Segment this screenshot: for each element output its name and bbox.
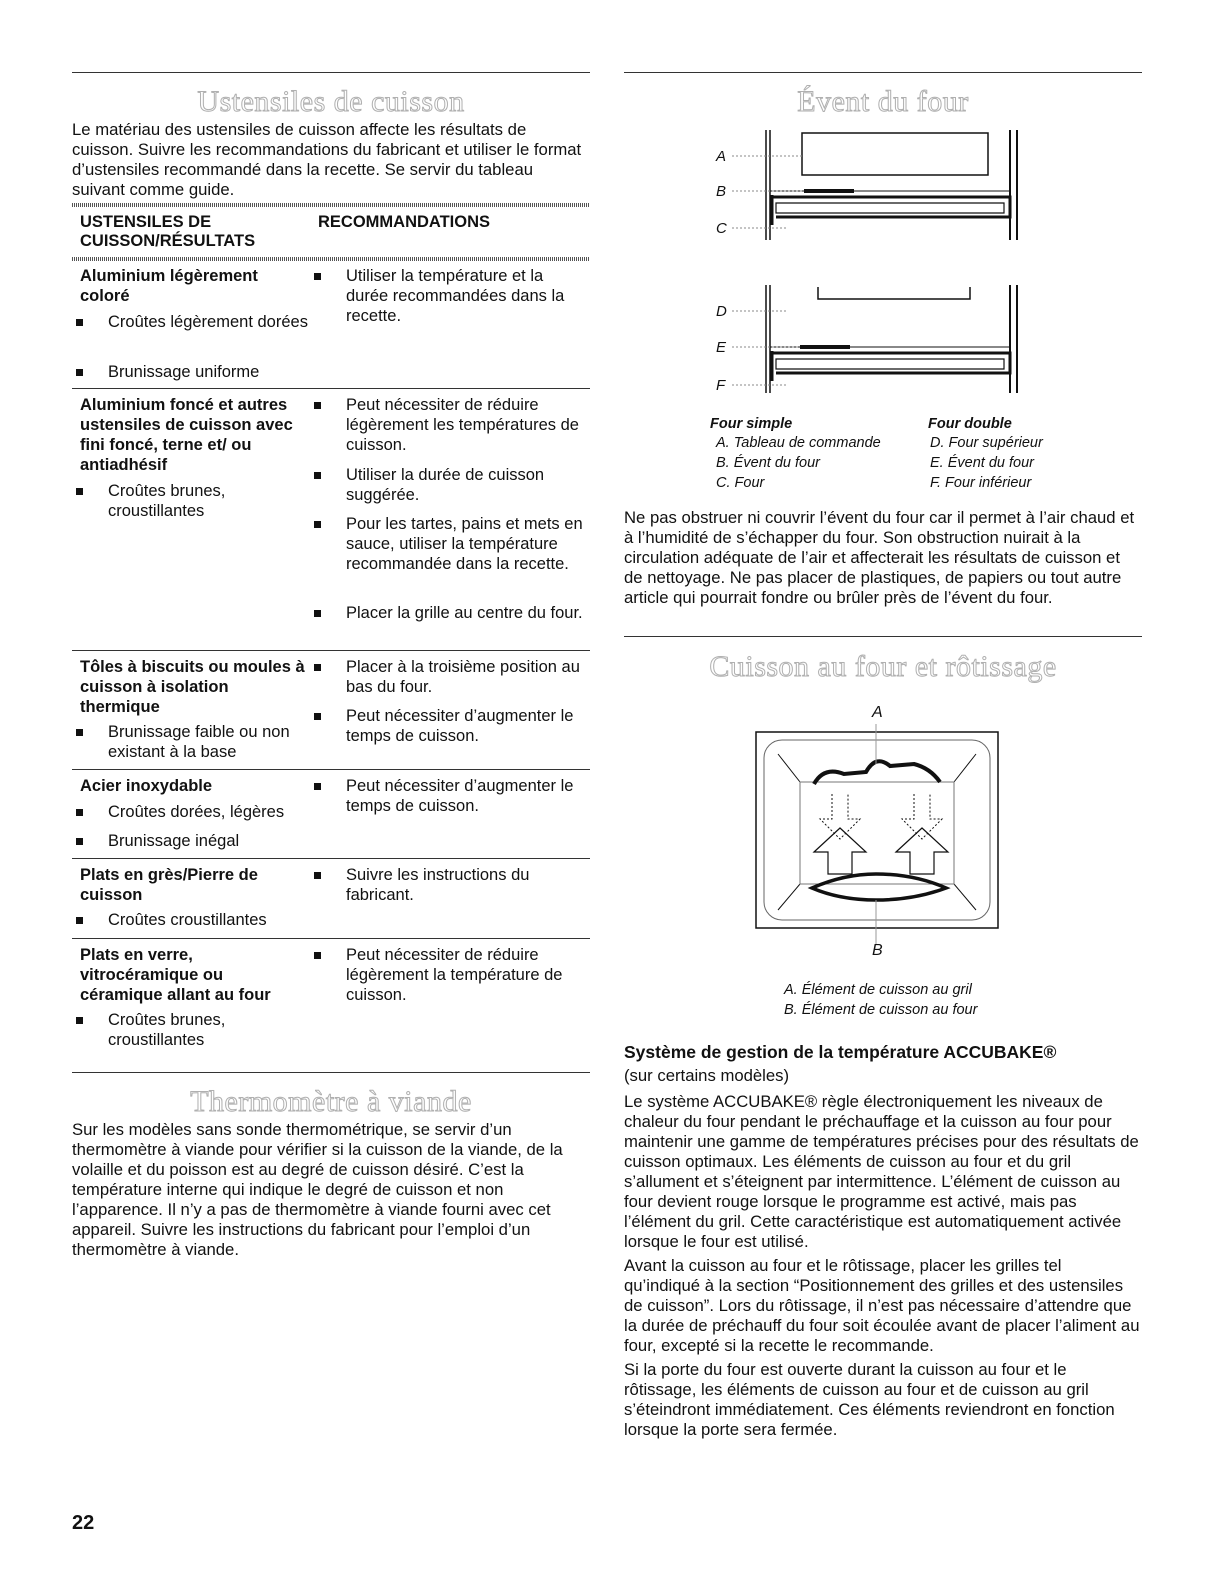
vent-heading: Évent du four — [797, 85, 969, 118]
row-title: Aluminium légèrement coloré — [80, 267, 258, 305]
section-rule — [624, 72, 1142, 73]
caption-single-a: A. Tableau de commande — [716, 435, 881, 451]
rec-item: Peut nécessiter de réduire légèrement les températures de cuisson. — [310, 395, 586, 455]
row-title: Tôles à biscuits ou moules à cuisson à isolation thermique — [80, 658, 305, 716]
cookware-intro: Le matériau des ustensiles de cuisson affecte les résultats de cuisson. Suivre les recommandations du fabricant et utiliser le format d’ustensiles recommandé dans la recette. Se servir du tableau suivant comme guide. — [72, 120, 582, 199]
rec-item: Placer la grille au centre du four. — [310, 603, 586, 623]
accubake-paragraph: Si la porte du four est ouverte durant la cuisson au four et le rôtissage, les éléments de cuisson au four et de cuisson au gril s’éteindront immédiatement. Ces éléments reviendront en fonction lorsque la porte sera fermée. — [624, 1360, 1115, 1439]
section-rule — [72, 72, 590, 73]
oven-vent-diagram — [704, 125, 1034, 400]
row-title: Plats en verre, vitrocéramique ou céramique allant au four — [80, 946, 271, 1004]
cookware-heading: Ustensiles de cuisson — [197, 85, 465, 118]
caption-double-e: E. Évent du four — [930, 455, 1034, 471]
row-title: Aluminium foncé et autres ustensiles de cuisson avec fini foncé, terne et/ ou antiadhésif — [80, 396, 293, 474]
caption-single-title: Four simple — [710, 416, 793, 432]
accubake-title: Système de gestion de la température ACCUBAKE® — [624, 1042, 1057, 1062]
result-item: Croûtes brunes, croustillantes — [72, 1010, 298, 1050]
bake-label-a: A — [872, 704, 883, 721]
caption-double-title: Four double — [928, 416, 1012, 432]
row-divider — [72, 650, 590, 651]
caption-element-a: A. Élément de cuisson au gril — [784, 982, 972, 998]
caption-single-b: B. Évent du four — [716, 455, 820, 471]
rec-item: Peut nécessiter d’augmenter le temps de cuisson. — [310, 706, 586, 746]
vent-body: Ne pas obstruer ni couvrir l’évent du four car il permet à l’air chaud et à l’humidité de s’échapper du four. Son obstruction nuirait à la circulation adéquate de l’air et affecterait les résultats de cuisson et de nettoyage. Ne pas placer de plastiques, de papiers ou tout autre article qui pourrait fondre ou brûler près de l’évent du four. — [624, 508, 1135, 607]
row-divider — [72, 388, 590, 389]
rec-item: Placer à la troisième position au bas du four. — [310, 657, 586, 697]
rec-item: Pour les tartes, pains et mets en sauce, utiliser la température recommandée dans la recette. — [310, 514, 586, 574]
result-item: Brunissage uniforme — [72, 362, 328, 382]
rec-item: Utiliser la durée de cuisson suggérée. — [310, 465, 586, 505]
row-divider — [72, 938, 590, 939]
result-item: Brunissage faible ou non existant à la base — [72, 722, 308, 762]
table-top-dots — [72, 203, 590, 207]
result-item: Croûtes légèrement dorées — [72, 312, 308, 332]
label-f: F — [716, 377, 726, 394]
label-c: C — [716, 220, 727, 237]
section-rule — [624, 636, 1142, 637]
col2-header: RECOMMANDATIONS — [318, 213, 491, 231]
rec-item: Suivre les instructions du fabricant. — [310, 865, 586, 905]
accubake-sub: (sur certains modèles) — [624, 1066, 790, 1085]
label-d: D — [716, 303, 727, 320]
page-number: 22 — [72, 1512, 95, 1534]
rec-item: Utiliser la température et la durée recommandées dans la recette. — [310, 266, 576, 326]
caption-single-c: C. Four — [716, 475, 765, 491]
col1-header: USTENSILES DE CUISSON/RÉSULTATS — [80, 213, 256, 250]
bake-label-b: B — [872, 942, 883, 959]
thermometer-heading: Thermomètre à viande — [190, 1085, 472, 1118]
result-item: Croûtes croustillantes — [72, 910, 338, 930]
caption-element-b: B. Élément de cuisson au four — [784, 1002, 978, 1018]
row-divider — [72, 769, 590, 770]
label-a: A — [716, 148, 727, 165]
rec-item: Peut nécessiter de réduire légèrement la température de cuisson. — [310, 945, 586, 1005]
label-e: E — [716, 339, 727, 356]
table-header-dots — [72, 257, 590, 261]
thermometer-body: Sur les modèles sans sonde thermométrique, se servir d’un thermomètre à viande pour vérifier si la cuisson de la viande, de la volaille et du poisson est au degré de cuisson désiré. C’est la température interne qui indique le degré de cuisson et non l’apparence. Il n’y a pas de thermomètre à viande fourni avec cet appareil. Suivre les instructions du fabricant pour l’emploi d’un thermomètre à viande. — [72, 1120, 563, 1259]
caption-double-f: F. Four inférieur — [930, 475, 1032, 491]
oven-elements-diagram — [754, 724, 1004, 944]
row-title: Acier inoxydable — [80, 777, 213, 795]
result-item: Croûtes brunes, croustillantes — [72, 481, 298, 521]
row-divider — [72, 858, 590, 859]
section-rule — [72, 1072, 590, 1073]
baking-heading: Cuisson au four et rôtissage — [709, 650, 1057, 683]
caption-double-d: D. Four supérieur — [930, 435, 1043, 451]
accubake-paragraph: Le système ACCUBAKE® règle électroniquement les niveaux de chaleur du four pendant le préchauffage et la cuisson au four pour maintenir une gamme de températures précises pour des résultats de cuisson optimaux. Les éléments de cuisson au four et du gril s’allument et s’éteignent par intermittence. L’élément de cuisson au four devient rouge lorsque le programme est activé, mais pas l’élément du gril. Cette caractéristique est automatiquement activée lorsque le four est utilisé. — [624, 1092, 1139, 1251]
rec-item: Peut nécessiter d’augmenter le temps de cuisson. — [310, 776, 586, 816]
result-item: Croûtes dorées, légères — [72, 802, 338, 822]
result-item: Brunissage inégal — [72, 831, 338, 851]
accubake-paragraph: Avant la cuisson au four et le rôtissage, placer les grilles tel qu’indiqué à la section “Positionnement des grilles et des ustensiles de cuisson”. Lors du rôtissage, il n’est pas nécessaire d’attendre que la durée de préchauff du four soit écoulée avant de placer l’aliment au four, excepté si la recette le recommande. — [624, 1256, 1140, 1355]
label-b: B — [716, 183, 727, 200]
row-title: Plats en grès/Pierre de cuisson — [80, 866, 258, 904]
